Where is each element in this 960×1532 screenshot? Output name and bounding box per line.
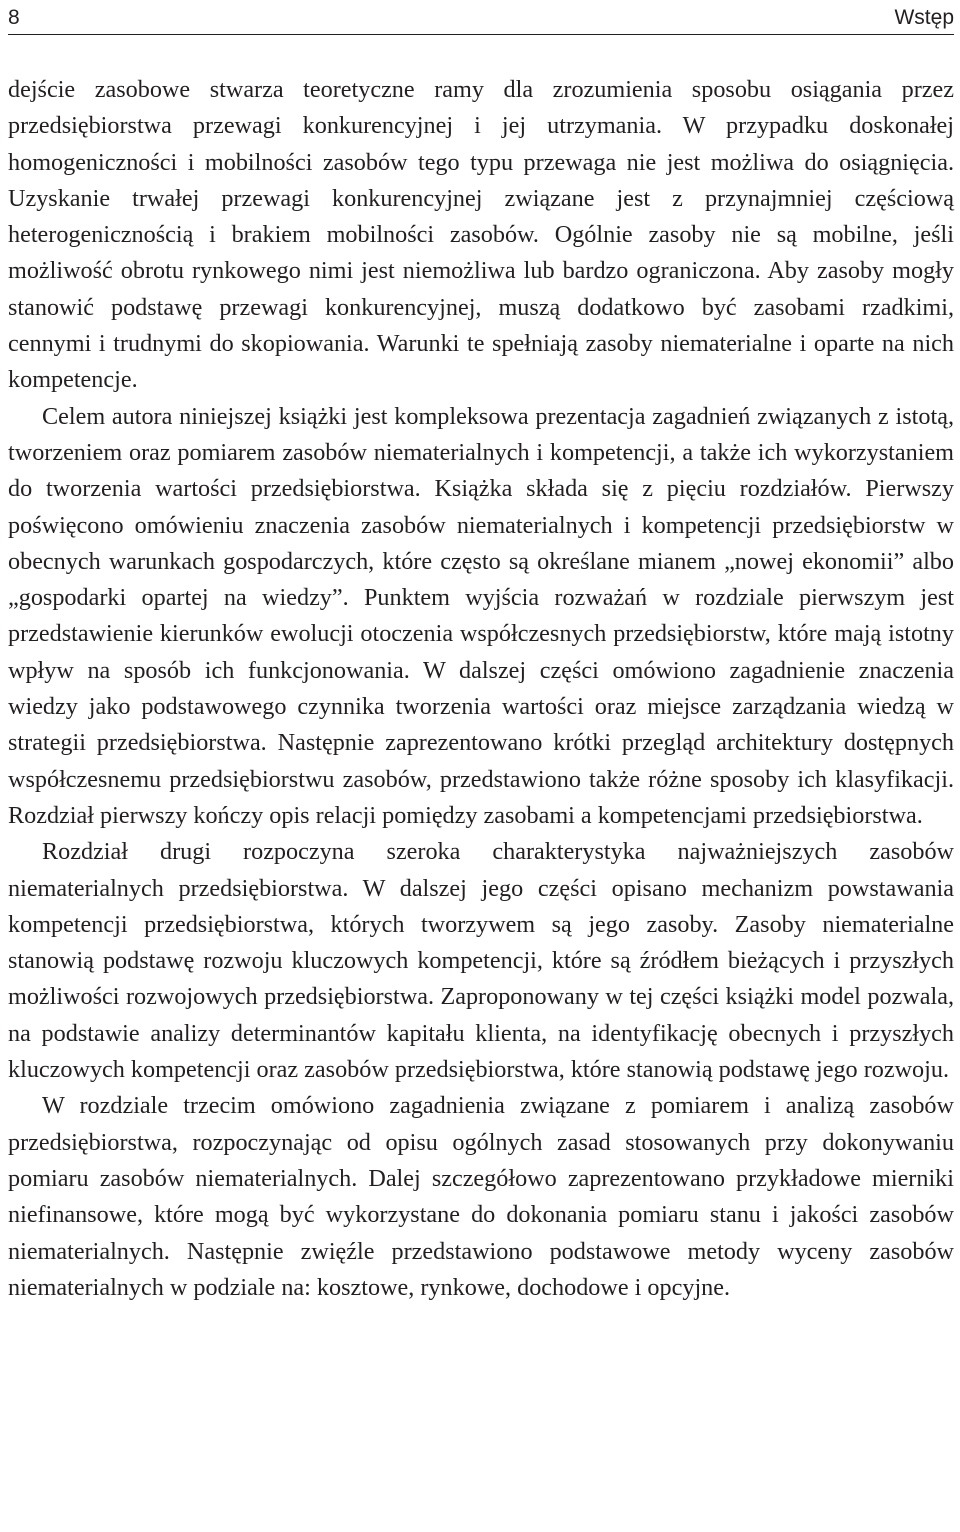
running-header (8, 0, 954, 35)
paragraph-chapter-three: W rozdziale trzecim omówiono zagadnienia związane z pomiarem i analizą zasobów przedsiębiorstwa, rozpoczynając od opisu ogólnych zasad stosowanych przy dokonywaniu pomiaru zasobów niematerialnych. Dalej szczegółowo zaprezentowano przykładowe mierniki niefinansowe, które mogą być wykorzystane do dokonania pomiaru stanu i jakości zasobów niematerialnych. Następnie zwięźle przedstawiono podstawowe metody wyceny zasobów niematerialnych w podziale na: kosztowe, rynkowe, dochodowe i opcyjne. (8, 1092, 954, 1301)
page-number: 8 (8, 6, 20, 29)
running-head-title: Wstęp (894, 6, 954, 29)
paragraph-chapter-two: Rozdział drugi rozpoczyna szeroka charakterystyka najważniejszych zasobów niematerialnych przedsiębiorstwa. W dalszej jego części opisano mechanizm powstawania kompetencji przedsiębiorstwa, których tworzywem są jego zasoby. Zasoby niematerialne stanowią podstawę rozwoju kluczowych kompetencji, które są źródłem bieżących i przyszłych możliwości rozwojowych przedsiębiorstwa. Zaproponowany w tej części książki model pozwala, na podstawie analizy determinantów kapitału klienta, na identyfikację obecnych i przyszłych kluczowych kompetencji oraz zasobów przedsiębiorstwa, które stanowią podstawę jego rozwoju. (8, 838, 954, 1084)
paragraph-book-aim: Celem autora niniejszej książki jest kompleksowa prezentacja zagadnień związanych z istotą, tworzeniem oraz pomiarem zasobów niematerialnych i kompetencji, a także ich wykorzystaniem do tworzenia wartości przedsiębiorstwa. Książka składa się z pięciu rozdziałów. Pierwszy poświęcono omówieniu znaczenia zasobów niematerialnych i kompetencji przedsiębiorstw w obecnych warunkach gospodarczych, które często są określane mianem „nowej ekonomii” albo „gospodarki opartej na wiedzy”. Punktem wyjścia rozważań w rozdziale pierwszym jest przedstawienie kierunków ewolucji otoczenia współczesnych przedsiębiorstw, które mają istotny wpływ na sposób ich funkcjonowania. W dalszej części omówiono zagadnienie znaczenia wiedzy jako podstawowego czynnika tworzenia wartości oraz miejsce zarządzania wiedzą w strategii przedsiębiorstwa. Następnie zaprezentowano krótki przegląd architektury dostępnych współczesnemu przedsiębiorstwu zasobów, przedstawiono także różne sposoby ich klasyfikacji. Rozdział pierwszy kończy opis relacji pomiędzy zasobami a kompetencjami przedsiębiorstwa. (8, 402, 954, 829)
body-text (8, 72, 954, 1306)
paragraph-continued: dejście zasobowe stwarza teoretyczne ramy dla zrozumienia sposobu osiągania przez przedsiębiorstwa przewagi konkurencyjnej i jej utrzymania. W przypadku doskonałej homogeniczności i mobilności zasobów tego typu przewaga nie jest możliwa do osiągnięcia. Uzyskanie trwałej przewagi konkurencyjnej związane jest z przynajmniej częściową heterogenicznością i brakiem mobilności zasobów. Ogólnie zasoby nie są mobilne, jeśli możliwość obrotu rynkowego nimi jest niemożliwa lub bardzo ograniczona. Aby zasoby mogły stanowić podstawę przewagi konkurencyjnej, muszą dodatkowo być zasobami rzadkimi, cennymi i trudnymi do skopiowania. Warunki te spełniają zasoby niematerialne i oparte na nich kompetencje. (8, 76, 954, 394)
